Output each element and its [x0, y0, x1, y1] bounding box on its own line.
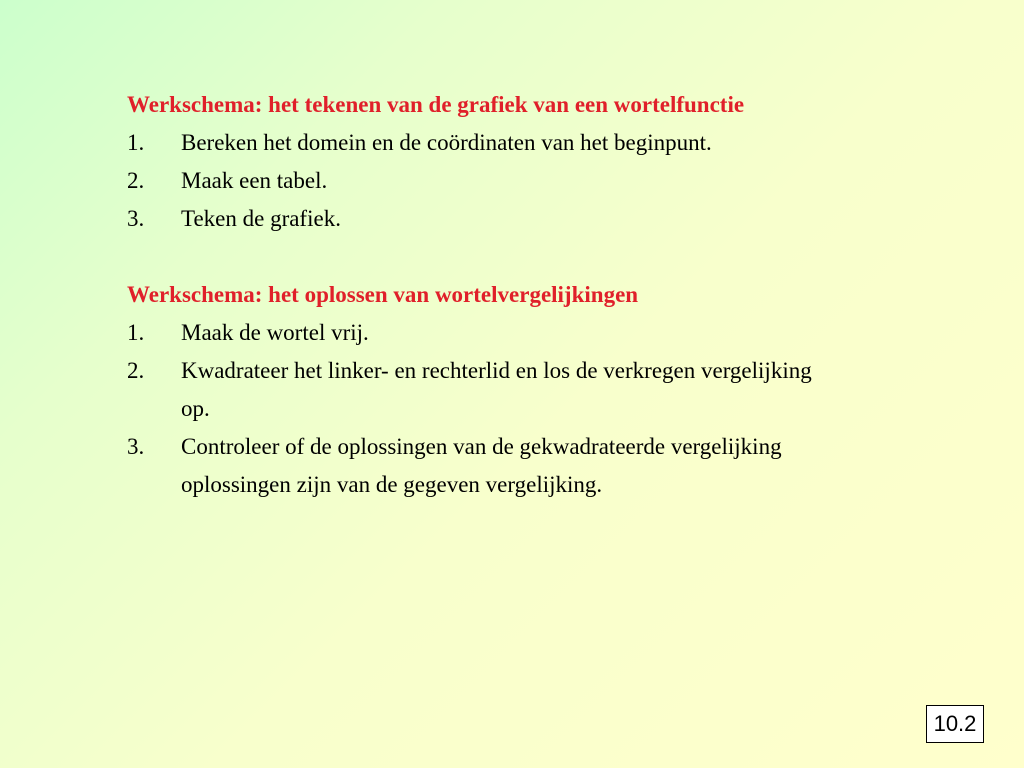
item-number: 1. — [127, 130, 145, 155]
item-text: Controleer of de oplossingen van de gekwadrateerde vergelijking oplossingen zijn van de gegeven vergelijking. — [181, 434, 782, 497]
item-number: 3. — [127, 206, 145, 231]
list-item — [127, 314, 947, 352]
item-number: 1. — [127, 320, 145, 345]
item-text: Maak een tabel. — [181, 168, 328, 193]
steps-list — [127, 314, 947, 504]
list-item — [127, 200, 947, 238]
item-number: 3. — [127, 434, 145, 459]
list-item — [127, 352, 947, 428]
slide-content — [127, 86, 947, 504]
item-number: 2. — [127, 168, 145, 193]
list-item — [127, 124, 947, 162]
item-text: Maak de wortel vrij. — [181, 320, 369, 345]
steps-list — [127, 124, 947, 238]
list-item — [127, 428, 947, 504]
section-graph-drawing — [127, 86, 947, 238]
section-heading: Werkschema: het tekenen van de grafiek van een wortelfunctie — [127, 92, 745, 117]
item-number: 2. — [127, 358, 145, 383]
list-item — [127, 162, 947, 200]
section-solving-equations — [127, 276, 947, 504]
item-text: Teken de grafiek. — [181, 206, 341, 231]
slide-number-badge: 10.2 — [926, 705, 984, 743]
item-text: Bereken het domein en de coördinaten van het beginpunt. — [181, 130, 712, 155]
section-heading: Werkschema: het oplossen van wortelvergelijkingen — [127, 282, 639, 307]
item-text: Kwadrateer het linker- en rechterlid en los de verkregen vergelijking op. — [181, 358, 812, 421]
